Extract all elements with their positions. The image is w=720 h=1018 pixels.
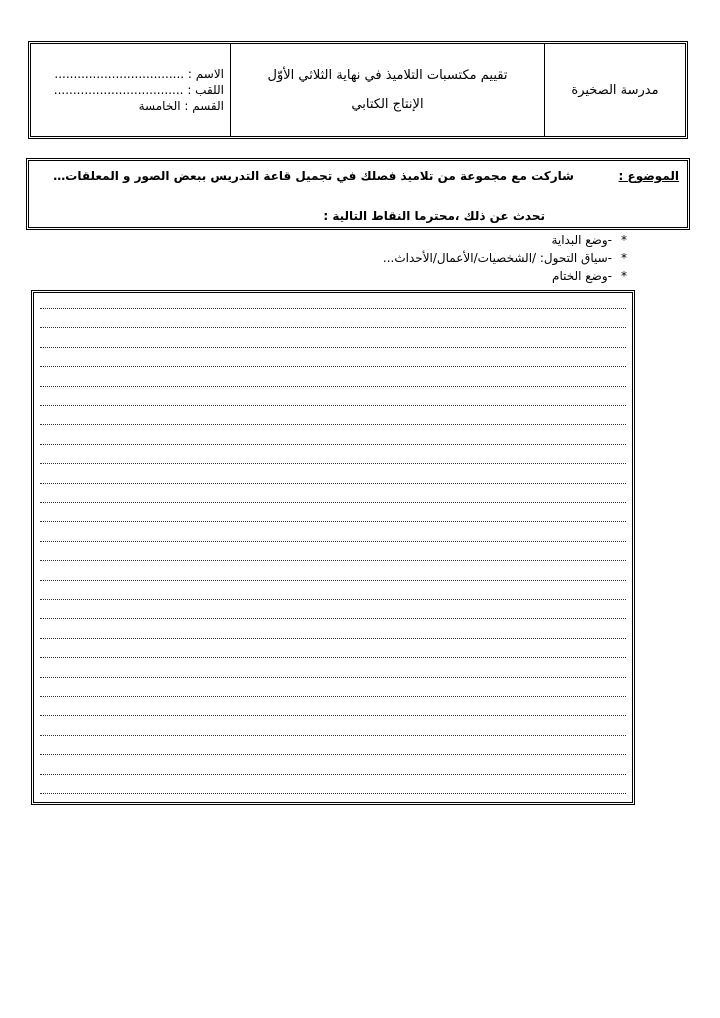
exam-title: تقييم مكتسبات التلاميذ في نهاية الثلاثي الأوّل xyxy=(267,68,508,83)
writing-line[interactable] xyxy=(40,579,626,581)
writing-line[interactable] xyxy=(40,540,626,542)
points-list xyxy=(383,231,636,285)
header-table xyxy=(28,41,688,139)
writing-line[interactable] xyxy=(40,617,626,619)
writing-line[interactable] xyxy=(40,462,626,464)
writing-line[interactable] xyxy=(40,307,626,309)
writing-line[interactable] xyxy=(40,423,626,425)
writing-line[interactable] xyxy=(40,385,626,387)
writing-area[interactable] xyxy=(31,290,635,805)
writing-line[interactable] xyxy=(40,656,626,658)
writing-line[interactable] xyxy=(40,714,626,716)
school-name: مدرسة الصخيرة xyxy=(571,82,659,98)
writing-line[interactable] xyxy=(40,792,626,794)
writing-line[interactable] xyxy=(40,482,626,484)
surname-dots: .................................. xyxy=(53,83,184,97)
surname-label: اللقب : xyxy=(183,83,224,97)
name-row xyxy=(54,66,224,82)
name-label: الاسم : xyxy=(184,67,224,81)
student-info-cell xyxy=(31,44,231,136)
point-text: -وضع البداية xyxy=(551,233,612,247)
title-cell xyxy=(231,44,545,136)
writing-line[interactable] xyxy=(40,404,626,406)
surname-row xyxy=(54,82,224,98)
class-label: القسم : الخامسة xyxy=(138,99,224,113)
topic-text: شاركت مع مجموعة من تلاميذ فصلك في تجميل قاعة التدريس ببعض الصور و المعلقات… xyxy=(53,169,574,183)
writing-line[interactable] xyxy=(40,346,626,348)
point-text: -وضع الختام xyxy=(552,269,612,283)
point-text: -سياق التحول: /الشخصيات/الأعمال/الأحداث... xyxy=(382,251,612,265)
writing-line[interactable] xyxy=(40,559,626,561)
writing-line[interactable] xyxy=(40,326,626,328)
writing-line[interactable] xyxy=(40,676,626,678)
list-item xyxy=(383,231,636,249)
bullet-star: * xyxy=(621,269,627,283)
name-dots: .................................. xyxy=(54,67,185,81)
writing-line[interactable] xyxy=(40,773,626,775)
writing-line[interactable] xyxy=(40,695,626,697)
topic-instruction: تحدث عن ذلك ،محترما النقاط التالية : xyxy=(323,209,545,223)
writing-line[interactable] xyxy=(40,501,626,503)
school-cell xyxy=(545,44,685,136)
writing-line[interactable] xyxy=(40,365,626,367)
topic-box xyxy=(26,158,690,230)
topic-label: الموضوع : xyxy=(618,169,679,183)
exam-subject: الإنتاج الكتابي xyxy=(351,97,424,112)
list-item xyxy=(383,267,636,285)
writing-line[interactable] xyxy=(40,753,626,755)
class-row xyxy=(139,98,224,114)
topic-line xyxy=(39,169,679,183)
writing-line[interactable] xyxy=(40,443,626,445)
writing-line[interactable] xyxy=(40,637,626,639)
writing-line[interactable] xyxy=(40,520,626,522)
list-item xyxy=(383,249,636,267)
writing-line[interactable] xyxy=(40,734,626,736)
bullet-star: * xyxy=(621,251,627,265)
bullet-star: * xyxy=(621,233,627,247)
writing-line[interactable] xyxy=(40,598,626,600)
